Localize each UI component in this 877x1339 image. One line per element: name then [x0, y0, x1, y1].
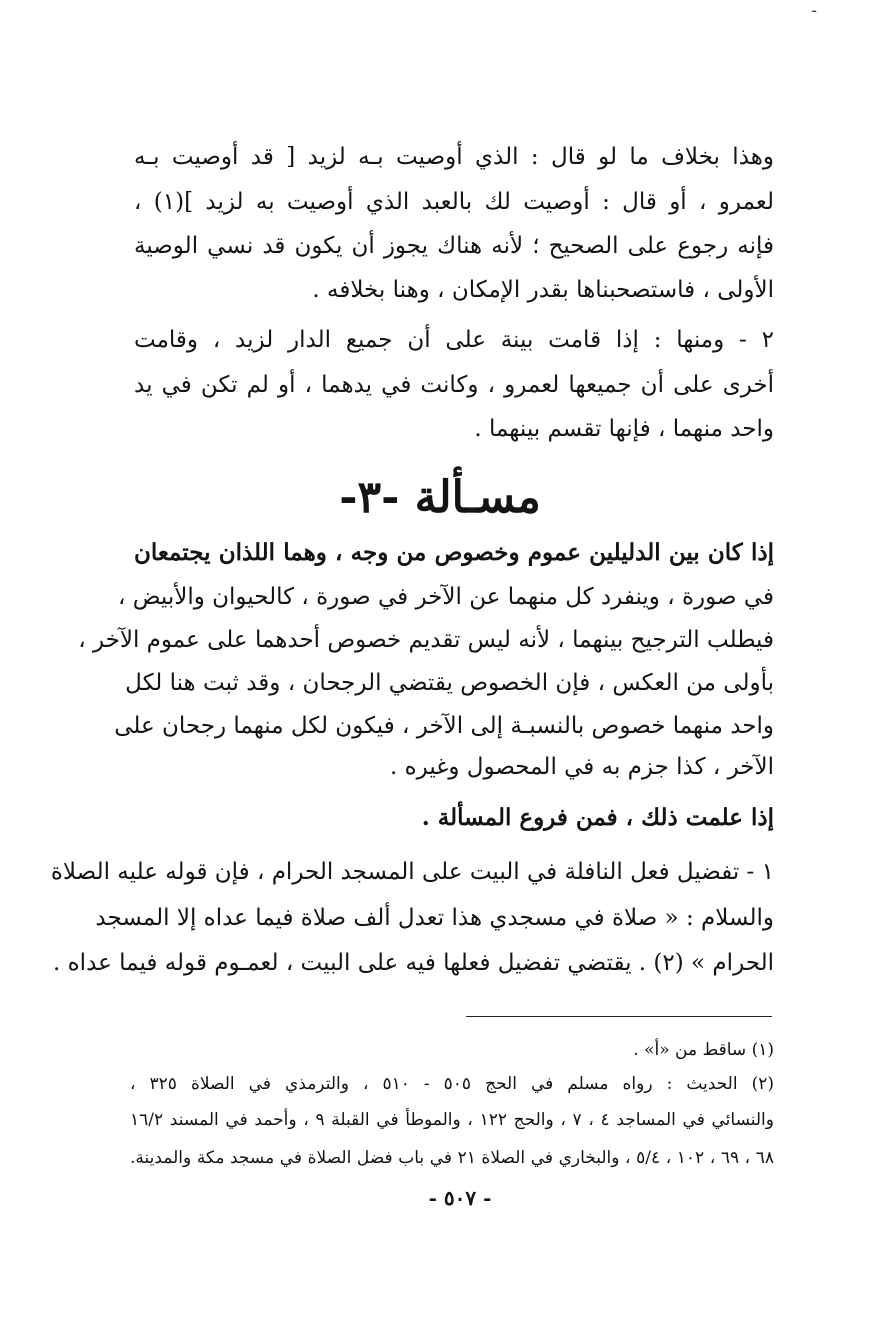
footnote-2-line-3: ٦٨ ، ٦٩ ، ١٠٢ ، ٥/٤ ، والبخاري في الصلاة ٢١ في باب فضل الصلاة في مسجد مكة والمدينة. — [130, 1148, 774, 1168]
paragraph-1-line-4: الأولى ، فاستصحبناها بقدر الإمكان ، وهنا بخلافه . — [312, 277, 774, 303]
paragraph-1-line-2: لعمرو ، أو قال : أوصيت لك بالعبد الذي أوصيت به لزيد ](١) ، — [134, 189, 774, 215]
paragraph-4-line-1: إذا علمت ذلك ، فمن فروع المسألة . — [421, 804, 774, 831]
paragraph-2-line-1: ٢ - ومنها : إذا قامت بينة على أن جميع الدار لزيد ، وقامت — [134, 327, 774, 353]
paragraph-3-line-6: الآخر ، كذا جزم به في المحصول وغيره . — [390, 754, 774, 780]
footnote-1: (١) ساقط من «أ» . — [633, 1040, 774, 1060]
paragraph-5-line-2: والسلام : « صلاة في مسجدي هذا تعدل ألف صلاة فيما عداه إلا المسجد — [95, 905, 774, 931]
paragraph-3-line-3: فيطلب الترجيح بينهما ، لأنه ليس تقديم خصوص أحدهما على عموم الآخر ، — [78, 627, 774, 653]
paragraph-3-line-2: في صورة ، وينفرد كل منهما عن الآخر في صورة ، كالحيوان والأبيض ، — [117, 584, 774, 610]
footnote-separator — [466, 1016, 772, 1017]
paragraph-2-line-3: واحد منهما ، فإنها تقسم بينهما . — [474, 416, 774, 442]
paragraph-3-line-5: واحد منهما خصوص بالنسبـة إلى الآخر ، فيكون لكل منهما رجحان على — [114, 713, 774, 739]
footnote-2-line-1: (٢) الحديث : رواه مسلم في الحج ٥٠٥ - ٥١٠ ، والترمذي في الصلاة ٣٢٥ ، — [130, 1074, 774, 1094]
paragraph-3-line-4: بأولى من العكس ، فإن الخصوص يقتضي الرجحان ، وقد ثبت هنا لكل — [125, 670, 774, 696]
paragraph-2-line-2: أخرى على أن جميعها لعمرو ، وكانت في يدهما ، أو لم تكن في يد — [134, 372, 774, 398]
paragraph-1-line-3: فإنه رجوع على الصحيح ؛ لأنه هناك يجوز أن يكون قد نسي الوصية — [134, 233, 774, 259]
corner-mark: ـ — [812, 0, 817, 16]
page-number: - ٥٠٧ - — [428, 1186, 492, 1210]
paragraph-5-line-1: ١ - تفضيل فعل النافلة في البيت على المسجد الحرام ، فإن قوله عليه الصلاة — [50, 859, 774, 885]
section-heading: مسـألة -٣- — [339, 472, 541, 523]
paragraph-1-line-1: وهذا بخلاف ما لو قال : الذي أوصيت بـه لزيد [ قد أوصيت بـه — [134, 144, 774, 170]
paragraph-5-line-3: الحرام » (٢) . يقتضي تفضيل فعلها فيه على البيت ، لعمـوم قوله فيما عداه . — [53, 950, 774, 976]
paragraph-3-line-1: إذا كان بين الدليلين عموم وخصوص من وجه ، وهما اللذان يجتمعان — [134, 539, 774, 566]
footnote-2-line-2: والنسائي في المساجد ٤ ، ٧ ، والحج ١٢٢ ، والموطأ في القبلة ٩ ، وأحمد في المسند ١٦/٢ — [130, 1110, 774, 1130]
